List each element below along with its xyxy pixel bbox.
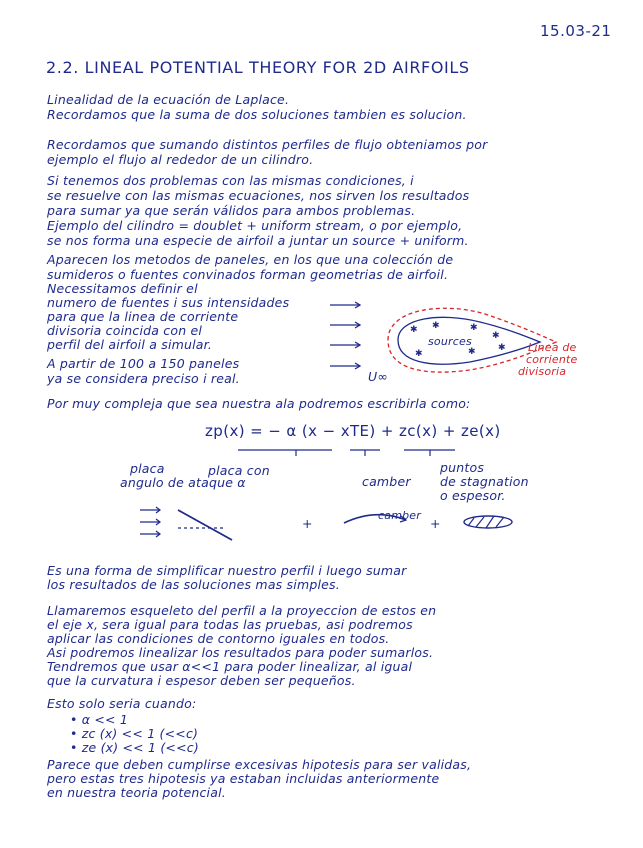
camber-sketch-label: camber xyxy=(378,509,421,522)
text-line: divisoria coincida con el xyxy=(47,323,203,338)
text-line: Necessitamos definir el xyxy=(47,281,198,296)
source-symbol: ✱ xyxy=(470,323,478,333)
condition-item: • α << 1 xyxy=(70,712,129,727)
plus-sign: + xyxy=(430,516,441,531)
text-line: Tendremos que usar α<<1 para poder linealizar, al igual xyxy=(47,659,413,674)
freestream-label: U∞ xyxy=(368,369,388,384)
text-line: para sumar ya que serán válidos para ambos problemas. xyxy=(47,203,416,218)
plus-sign: + xyxy=(302,516,313,531)
text-line: pero estas tres hipotesis ya estaban incluidas anteriormente xyxy=(47,771,440,786)
text-line: aplicar las condiciones de contorno iguales en todos. xyxy=(47,631,390,646)
text-line: el eje x, sera igual para todas las pruebas, asi podremos xyxy=(47,617,413,632)
date: 15.03-21 xyxy=(540,22,612,40)
condition-item: • zc (x) << 1 (<<c) xyxy=(70,726,199,741)
divide-label-line: Linea de xyxy=(528,341,577,354)
text-line: ejemplo el flujo al rededor de un cilindro. xyxy=(47,152,314,167)
text-line: A partir de 100 a 150 paneles xyxy=(47,356,240,371)
text-line: sumideros o fuentes convinados forman geometrias de airfoil. xyxy=(47,267,449,282)
note-camber: camber xyxy=(362,474,411,489)
note-plate: placa xyxy=(130,461,165,476)
text-line: Es una forma de simplificar nuestro perfil i luego sumar xyxy=(47,563,407,578)
text-line: Ejemplo del cilindro = doublet + uniform stream, o por ejemplo, xyxy=(47,218,463,233)
source-symbol: ✱ xyxy=(432,321,440,331)
text-line: se nos forma una especie de airfoil a juntar un source + uniform. xyxy=(47,233,469,248)
divide-label-line: corriente xyxy=(526,353,578,366)
text-line: que la curvatura i espesor deben ser pequeños. xyxy=(47,673,356,688)
note-plate: angulo de ataque α xyxy=(120,475,246,490)
source-symbol: ✱ xyxy=(498,343,506,353)
text-line: los resultados de las soluciones mas simples. xyxy=(47,577,340,592)
text-line: en nuestra teoria potencial. xyxy=(47,785,226,800)
source-symbol: ✱ xyxy=(492,331,500,341)
text-line: Linealidad de la ecuación de Laplace. xyxy=(47,92,290,107)
note-thickness: de stagnation xyxy=(440,474,529,489)
text-line: Recordamos que la suma de dos soluciones tambien es solucion. xyxy=(47,107,467,122)
text-line: Por muy compleja que sea nuestra ala podremos escribirla como: xyxy=(47,396,471,411)
source-symbol: ✱ xyxy=(415,349,423,359)
text-line: Llamaremos esqueleto del perfil a la proyeccion de estos en xyxy=(47,603,437,618)
text-line: Parece que deben cumplirse excesivas hipotesis para ser validas, xyxy=(47,757,472,772)
superposition-formula: zp(x) = − α (x − xTE) + zc(x) + ze(x) xyxy=(205,422,501,440)
divide-label-line: divisoria xyxy=(518,365,567,378)
flat-plate xyxy=(178,510,232,540)
sources-label: sources xyxy=(428,335,472,348)
text-line: Si tenemos dos problemas con las mismas condiciones, i xyxy=(47,173,414,188)
text-line: perfil del airfoil a simular. xyxy=(47,337,213,352)
source-symbol: ✱ xyxy=(410,325,418,335)
text-line: se resuelve con las mismas ecuaciones, nos sirven los resultados xyxy=(47,188,470,203)
text-line: para que la linea de corriente xyxy=(47,309,239,324)
text-line: Esto solo seria cuando: xyxy=(47,696,197,711)
note-thickness: puntos xyxy=(440,460,485,475)
page-title: 2.2. LINEAL POTENTIAL THEORY FOR 2D AIRFOILS xyxy=(46,58,470,77)
text-line: Asi podremos linealizar los resultados para poder sumarlos. xyxy=(47,645,434,660)
text-line: Recordamos que sumando distintos perfiles de flujo obteniamos por xyxy=(47,137,488,152)
condition-item: • ze (x) << 1 (<<c) xyxy=(70,740,199,755)
note-plate-with: placa con xyxy=(208,463,270,478)
text-line: Aparecen los metodos de paneles, en los que una colección de xyxy=(47,252,454,267)
note-thickness: o espesor. xyxy=(440,488,506,503)
text-line: numero de fuentes i sus intensidades xyxy=(47,295,290,310)
text-line: ya se considera preciso i real. xyxy=(47,371,240,386)
source-symbol: ✱ xyxy=(468,347,476,357)
